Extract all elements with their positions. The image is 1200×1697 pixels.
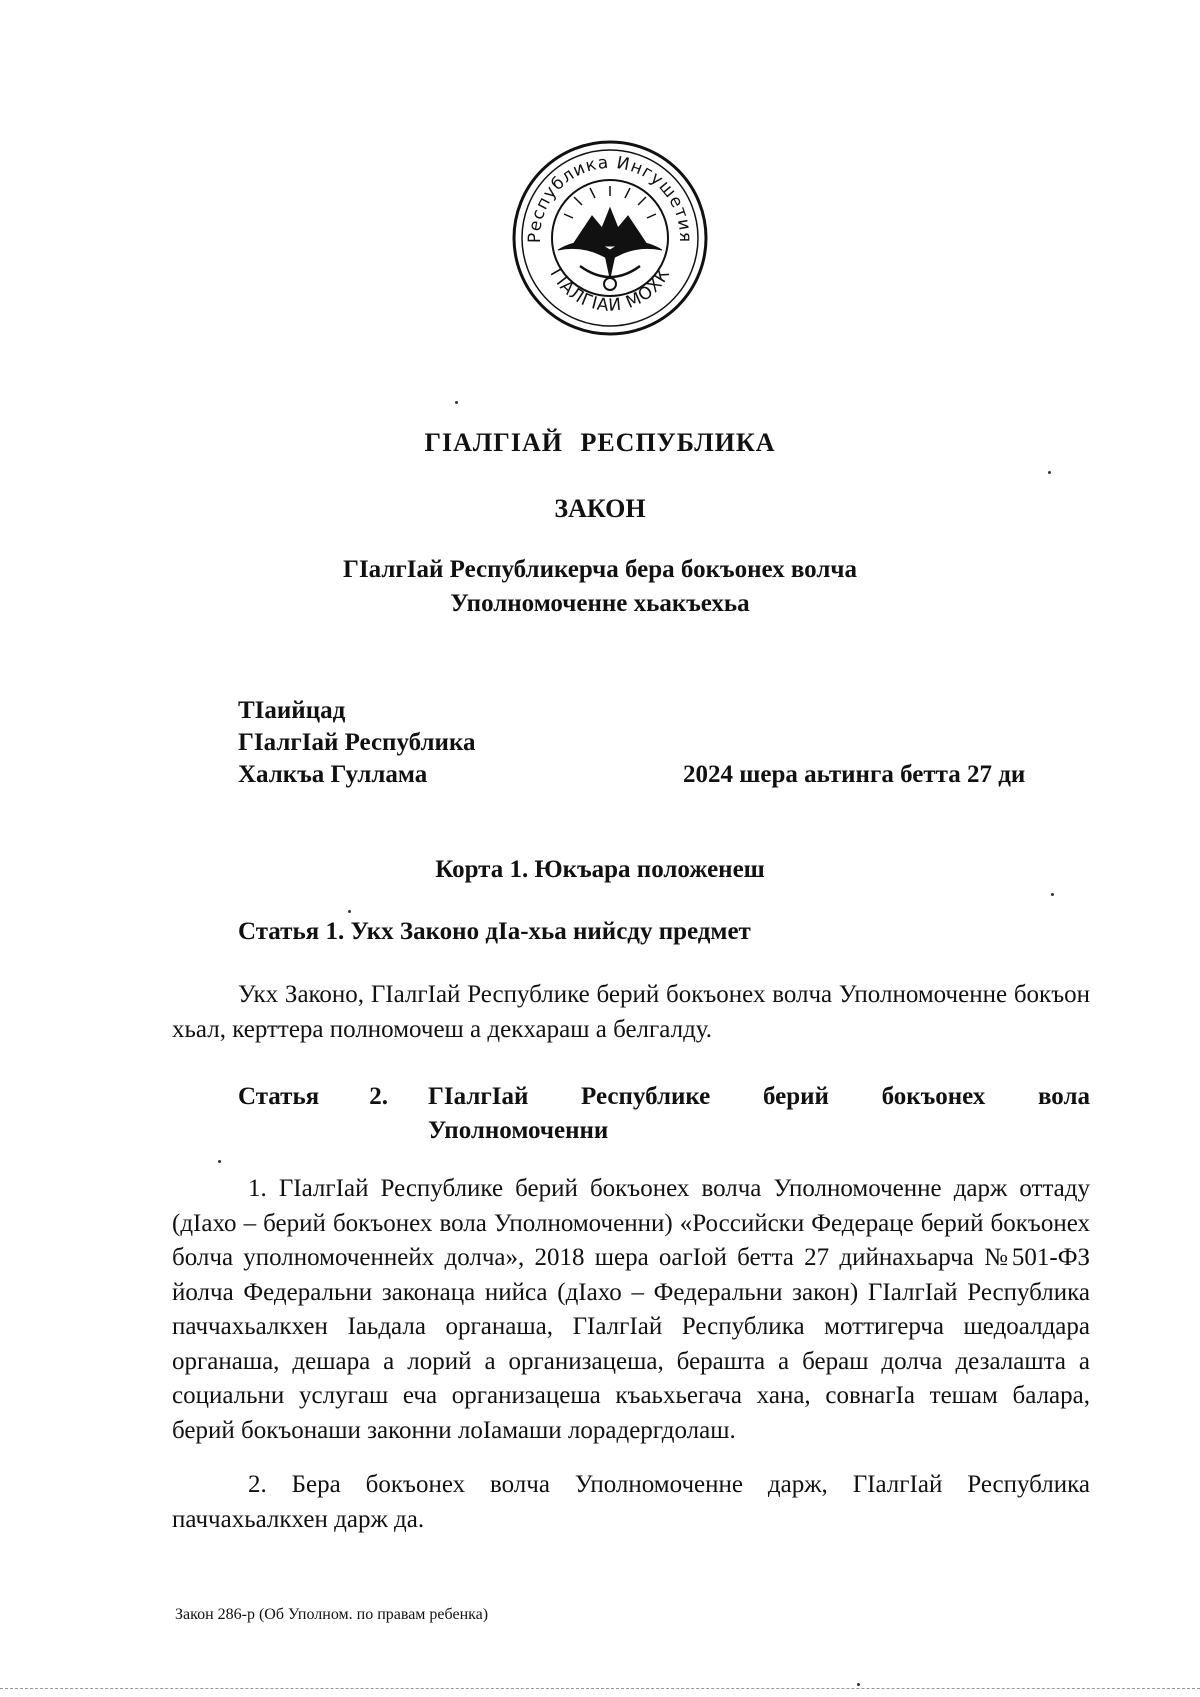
adoption-line-1: ТIаийцад [238,697,346,724]
republic-seal [510,138,710,338]
scan-speck [1051,893,1054,896]
scan-edge-line [0,1688,1200,1689]
article-2-heading: ГIалгIай Республике берий бокъонех вола Уполномоченни [428,1083,1090,1144]
seal-bottom-text: ГIАЛГIАЙ МОХК [545,264,675,316]
seal-emblem [558,186,662,290]
law-title-line-1: ГIалгIай Республикерча бера бокъонех волча [343,556,857,583]
republic-heading: ГIАЛГIАЙ РЕСПУБЛИКА [424,428,776,457]
adoption-line-3: Халкъа Гуллама [238,761,428,788]
adoption-date: 2024 шера аьтинга бетта 27 ди [683,761,1026,788]
law-title-line-2: Уполномоченне хьакъехьа [450,590,750,617]
scan-speck [455,401,458,404]
footer-note: Закон 286-р (Об Уполном. по правам ребенка) [175,1606,489,1623]
article-2-paragraph-1: 1. ГIалгIай Республике берий бокъонех волча Уполномоченне дарж оттаду (дIахо – берий бокъонех вола Уполномоченни) «Российски Федераце берий бокъонех болча уполномоченнейх долча», 2018 шера оагIой бетта 27 дийнахьарча №501-ФЗ йолча Федеральни законаца нийса (дIахо – Федеральни закон) ГIалгIай Республика паччахьалкхен Iаьдала органаша, ГIалгIай Республика моттигерча шедоалдара органаша, дешара а лорий а организацеша, бераштa а бераш долча дезалашта а социальни услугаш еча организацеша къаьхьегача хана, совнагIа тешам балара, берий бокъонаши законни лоIамаши лорадергдолаш. [172,1175,1090,1444]
article-1-text: Укх Законо, ГIалгIай Республике берий бокъонех волча Уполномоченне бокъон хьал, керттера полномочеш а декхараш а белгалду. [172,981,1090,1043]
article-2-paragraph-2: 2. Бера бокъонех волча Уполномоченне дарж, ГIалгIай Республика паччахьалкхен дарж да. [172,1471,1090,1533]
chapter-1-title: Корта 1. Юкъара положенеш [435,856,765,883]
scan-speck [348,910,351,913]
scan-speck [218,1160,221,1163]
adoption-line-2: ГIалгIай Республика [238,729,476,756]
scan-speck [1048,471,1051,474]
law-heading: ЗАКОН [554,494,646,523]
scan-speck [857,1683,860,1686]
article-2-label: Статья 2. [238,1083,388,1110]
seal-top-text: Республика Ингушетия [524,152,696,244]
article-1-heading: Статья 1. Укх Законо дIа-хьа нийсду предмет [238,918,751,945]
